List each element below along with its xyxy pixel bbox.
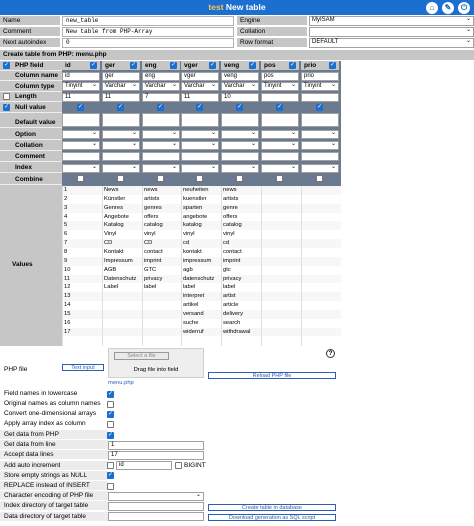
setting-label: Index directory of target table — [0, 501, 108, 511]
option-label: Field names in lowercase — [4, 390, 78, 397]
null-checkbox[interactable]: ✓ — [196, 103, 203, 110]
table-cell: News — [102, 186, 140, 195]
length-input[interactable]: 11 — [181, 93, 219, 102]
create-table-button[interactable]: Create table in database — [208, 504, 336, 511]
table-cell: 8 — [62, 248, 100, 257]
prop-label-autoindex: Next autoindex — [0, 38, 60, 48]
null-checkbox[interactable]: ✓ — [276, 103, 283, 110]
index-select[interactable] — [261, 164, 299, 173]
table-comment-input[interactable] — [62, 27, 234, 37]
column-type-select[interactable]: Tinyint ⌄ — [261, 82, 299, 91]
default-value-textarea[interactable] — [181, 113, 219, 127]
table-cell — [102, 336, 140, 345]
table-cell: imprint — [142, 257, 180, 266]
text-input-button[interactable]: Text input — [62, 364, 104, 371]
table-cell: privacy — [221, 275, 259, 284]
table-cell: cd — [181, 239, 219, 248]
table-cell: imprint — [221, 257, 259, 266]
php-file-label: PHP file — [4, 366, 28, 373]
option-checkbox[interactable] — [107, 401, 114, 408]
prop-label-rowformat: Row format — [237, 38, 307, 48]
setting-label: Accept data lines — [0, 450, 108, 460]
table-cell: Vinyl — [102, 230, 140, 239]
combine-checkbox[interactable] — [157, 175, 164, 182]
encoding-select[interactable] — [108, 492, 204, 501]
download-sql-button[interactable]: Download generation as SQL script — [208, 514, 336, 521]
length-input[interactable]: 7 — [142, 93, 180, 102]
prop-label-engine: Engine — [237, 16, 307, 26]
column-type-select[interactable]: Varchar ⌄ — [102, 82, 140, 91]
select-file-button[interactable]: Select a file — [114, 352, 169, 360]
table-cell: Datenschutz — [102, 275, 140, 284]
table-cell: 1 — [62, 186, 100, 195]
home-icon[interactable]: ⌂ — [426, 2, 438, 14]
title-bar — [0, 0, 474, 15]
table-name-input[interactable]: new_table — [62, 16, 234, 26]
combine-checkbox[interactable] — [236, 175, 243, 182]
table-cell: 11 — [62, 275, 100, 284]
index-select[interactable] — [301, 164, 339, 173]
length-all-checkbox[interactable] — [3, 93, 10, 100]
table-cell: offers — [221, 213, 259, 222]
table-cell — [301, 336, 339, 345]
php-field-checkbox[interactable]: ✓ — [249, 62, 256, 68]
table-cell: label — [221, 283, 259, 292]
help-icon[interactable]: ? — [326, 349, 335, 358]
table-cell: label — [181, 283, 219, 292]
php-field-name: vger — [184, 62, 198, 69]
table-cell: 7 — [62, 239, 100, 248]
table-cell: artist — [221, 292, 259, 301]
table-cell: Genres — [102, 204, 140, 213]
column-name-input[interactable]: veng — [221, 72, 259, 81]
table-cell: vinyl — [142, 230, 180, 239]
collation-select[interactable] — [102, 141, 140, 150]
column-name-input[interactable]: prio — [301, 72, 339, 81]
table-cell: artikel — [181, 301, 219, 310]
collation-select[interactable] — [181, 141, 219, 150]
table-cell — [181, 336, 219, 345]
null-checkbox[interactable]: ✓ — [77, 103, 84, 110]
table-cell: offers — [142, 213, 180, 222]
option-select[interactable] — [142, 130, 180, 139]
length-input[interactable]: 10 — [221, 93, 259, 102]
default-value-textarea[interactable] — [261, 113, 299, 127]
collation-select[interactable] — [221, 141, 259, 150]
setting-label: Data directory of target table — [0, 512, 108, 522]
column-name-input[interactable]: pos — [261, 72, 299, 81]
auto-increment-name-input[interactable]: id — [116, 461, 172, 470]
combine-checkbox[interactable] — [117, 175, 124, 182]
table-cell: 3 — [62, 204, 100, 213]
php-field-name: ger — [105, 62, 116, 69]
table-cell: withdrawal — [221, 328, 259, 337]
table-cell: cd — [221, 239, 259, 248]
option-checkbox[interactable]: ✓ — [107, 411, 114, 417]
table-cell: 15 — [62, 310, 100, 319]
combine-checkbox[interactable] — [77, 175, 84, 182]
index-select[interactable] — [142, 164, 180, 173]
option-label: Original names as column names — [4, 400, 101, 407]
table-cell: CD — [102, 239, 140, 248]
table-cell: Künstler — [102, 195, 140, 204]
table-cell: impressum — [181, 257, 219, 266]
option-select[interactable] — [62, 130, 100, 139]
table-cell: GTC — [142, 266, 180, 275]
option-select[interactable] — [301, 130, 339, 139]
bigint-checkbox[interactable] — [175, 462, 182, 469]
table-cell: 17 — [62, 328, 100, 337]
table-cell: datenschutz — [181, 275, 219, 284]
create-table-header: Create table from PHP: menu.php — [0, 50, 474, 60]
table-cell: Angebote — [102, 213, 140, 222]
column-name-input[interactable]: eng — [142, 72, 180, 81]
table-cell: 10 — [62, 266, 100, 275]
grid-label-combine: Combine — [0, 175, 62, 185]
php-field-name: veng — [224, 62, 240, 69]
table-cell — [261, 336, 299, 345]
column-name-input[interactable]: vger — [181, 72, 219, 81]
table-cell: Kontakt — [102, 248, 140, 257]
length-input[interactable] — [301, 93, 339, 102]
php-field-name: eng — [145, 62, 157, 69]
comment-input[interactable] — [142, 152, 180, 161]
table-cell: artists — [142, 195, 180, 204]
table-cell: contact — [221, 248, 259, 257]
php-field-name: pos — [264, 62, 276, 69]
default-value-textarea[interactable] — [102, 113, 140, 127]
table-cell: sparten — [181, 204, 219, 213]
php-field-checkbox[interactable]: ✓ — [209, 62, 216, 68]
table-cell: contact — [142, 248, 180, 257]
option-label: Convert one-dimensional arrays — [4, 410, 97, 417]
grid-label-column-type: Column type — [0, 82, 62, 92]
column-type-select[interactable]: Varchar ⌄ — [142, 82, 180, 91]
default-value-textarea[interactable] — [62, 113, 100, 127]
combine-checkbox[interactable] — [196, 175, 203, 182]
php-field-name: id — [65, 62, 71, 69]
setting-label: Character encoding of PHP file — [0, 491, 108, 501]
table-cell: agb — [181, 266, 219, 275]
table-cell: angebote — [181, 213, 219, 222]
comment-input[interactable] — [102, 152, 140, 161]
table-cell: 9 — [62, 257, 100, 266]
index-select[interactable] — [102, 164, 140, 173]
collation-select[interactable] — [309, 27, 474, 37]
default-value-textarea[interactable] — [301, 113, 339, 127]
table-cell: neuheiten — [181, 186, 219, 195]
grid-label-index: Index — [0, 163, 62, 173]
collation-select[interactable] — [301, 141, 339, 150]
table-cell: 14 — [62, 301, 100, 310]
setting-input[interactable]: 1 — [108, 441, 204, 450]
default-value-textarea[interactable] — [221, 113, 259, 127]
grid-label-collation: Collation — [0, 141, 62, 151]
table-row — [62, 336, 341, 345]
table-cell: gtc — [221, 266, 259, 275]
table-cell: widerruf — [181, 328, 219, 337]
table-cell: 4 — [62, 213, 100, 222]
prop-label-name: Name — [0, 16, 60, 26]
setting-label: Add auto increment — [0, 461, 108, 471]
table-cell — [142, 336, 180, 345]
values-label-cell — [0, 186, 62, 346]
table-cell — [62, 336, 100, 345]
php-field-checkbox[interactable]: ✓ — [289, 62, 296, 68]
table-cell: label — [142, 283, 180, 292]
setting-checkbox[interactable]: ✓ — [107, 472, 114, 479]
comment-input[interactable] — [261, 152, 299, 161]
collation-select[interactable] — [142, 141, 180, 150]
table-cell: genres — [142, 204, 180, 213]
column-type-select[interactable]: Varchar ⌄ — [221, 82, 259, 91]
php-file-section — [0, 346, 474, 526]
option-checkbox[interactable] — [107, 421, 114, 428]
option-label: Apply array index as column — [4, 420, 86, 427]
setting-label: Store empty strings as NULL — [0, 471, 108, 481]
index-select[interactable] — [181, 164, 219, 173]
length-input[interactable]: 11 — [102, 93, 140, 102]
grid-label-column-name: Column name — [0, 71, 62, 81]
table-cell: CD — [142, 239, 180, 248]
table-cell: 2 — [62, 195, 100, 204]
autoindex-input[interactable]: 0 — [62, 38, 234, 48]
php-field-checkbox[interactable]: ✓ — [90, 62, 97, 68]
option-select[interactable] — [261, 130, 299, 139]
table-cell: privacy — [142, 275, 180, 284]
title-prefix: test — [208, 2, 224, 12]
table-cell: kontakt — [181, 248, 219, 257]
table-cell: search — [221, 319, 259, 328]
setting-input[interactable]: 17 — [108, 451, 204, 460]
setting-input[interactable] — [108, 502, 204, 511]
drag-hint: Drag file into field — [133, 367, 179, 373]
php-field-checkbox[interactable]: ✓ — [329, 62, 336, 68]
grid-label-default: Default value — [0, 118, 62, 128]
table-cell: genre — [221, 204, 259, 213]
setting-input[interactable] — [108, 512, 204, 521]
power-icon[interactable]: ⏻ — [458, 2, 470, 14]
rowformat-select[interactable]: DEFAULT ⌄ — [309, 38, 474, 48]
comment-input[interactable] — [62, 152, 100, 161]
prop-label-comment: Comment — [0, 27, 60, 37]
table-cell: catalog — [142, 221, 180, 230]
setting-label: REPLACE instead of INSERT — [0, 481, 108, 491]
table-cell: Katalog — [102, 221, 140, 230]
table-cell: kuenstler — [181, 195, 219, 204]
reload-php-button[interactable]: Reload PHP file — [208, 372, 336, 379]
table-cell: vinyl — [221, 230, 259, 239]
table-cell: news — [221, 186, 259, 195]
grid-label-comment: Comment — [0, 152, 62, 162]
option-checkbox[interactable]: ✓ — [107, 391, 114, 397]
comment-input[interactable] — [181, 152, 219, 161]
grid-label-null-value: Null value — [0, 103, 62, 113]
table-cell — [221, 336, 259, 345]
php-field-name: prio — [304, 62, 317, 69]
collation-select[interactable] — [261, 141, 299, 150]
comment-text: New table from PHP-Array — [66, 28, 153, 35]
php-field-all-checkbox[interactable]: ✓ — [3, 62, 10, 68]
file-drop-zone[interactable] — [108, 348, 204, 378]
column-type-select[interactable]: Tinyint ⌄ — [301, 82, 339, 91]
table-cell: AGB — [102, 266, 140, 275]
table-cell: catalog — [221, 221, 259, 230]
comment-input[interactable] — [301, 152, 339, 161]
window-title — [0, 2, 474, 12]
collation-select[interactable] — [62, 141, 100, 150]
setting-checkbox[interactable] — [107, 483, 114, 490]
length-input[interactable] — [261, 93, 299, 102]
engine-select[interactable]: MyISAM ⌄ — [309, 16, 474, 26]
grid-right-blank — [341, 61, 474, 346]
table-cell: 5 — [62, 221, 100, 230]
combine-checkbox[interactable] — [316, 175, 323, 182]
table-cell: interpret — [181, 292, 219, 301]
option-select[interactable] — [102, 130, 140, 139]
table-cell: Impressum — [102, 257, 140, 266]
null-all-checkbox[interactable]: ✓ — [3, 103, 10, 110]
null-checkbox[interactable]: ✓ — [157, 103, 164, 110]
setting-label: Get data from PHP — [0, 430, 108, 440]
table-cell: delivery — [221, 310, 259, 319]
grid-label-length: Length — [0, 92, 62, 102]
index-select[interactable] — [221, 164, 259, 173]
column-type-select[interactable]: Varchar ⌄ — [181, 82, 219, 91]
comment-input[interactable] — [221, 152, 259, 161]
table-cell: Label — [102, 283, 140, 292]
default-value-textarea[interactable] — [142, 113, 180, 127]
values-label: Values — [12, 261, 33, 268]
table-cell: 13 — [62, 292, 100, 301]
index-select[interactable] — [62, 164, 100, 173]
table-cell: katalog — [181, 221, 219, 230]
prop-label-collation: Collation — [237, 27, 307, 37]
auto-increment-checkbox[interactable] — [107, 462, 114, 469]
option-select[interactable] — [221, 130, 259, 139]
null-checkbox[interactable]: ✓ — [316, 103, 323, 110]
grid-label-php-field: PHP field — [0, 61, 62, 71]
bigint-label: BIGINT — [184, 462, 206, 470]
setting-checkbox[interactable]: ✓ — [107, 431, 114, 438]
length-input[interactable]: 11 — [62, 93, 100, 102]
php-field-checkbox[interactable]: ✓ — [130, 62, 137, 68]
table-cell: news — [142, 186, 180, 195]
table-cell: 6 — [62, 230, 100, 239]
null-checkbox[interactable]: ✓ — [117, 103, 124, 110]
table-cell: artists — [221, 195, 259, 204]
combine-checkbox[interactable] — [276, 175, 283, 182]
null-checkbox[interactable]: ✓ — [236, 103, 243, 110]
column-type-select[interactable]: Tinyint ⌄ — [62, 82, 100, 91]
table-cell: suche — [181, 319, 219, 328]
table-cell: vinyl — [181, 230, 219, 239]
grid-label-option: Option — [0, 130, 62, 140]
column-name-input[interactable]: ger — [102, 72, 140, 81]
php-file-name[interactable]: menu.php — [108, 380, 134, 386]
table-cell: 16 — [62, 319, 100, 328]
table-cell: 12 — [62, 283, 100, 292]
option-select[interactable] — [181, 130, 219, 139]
php-field-checkbox[interactable]: ✓ — [170, 62, 177, 68]
edit-icon[interactable]: ✎ — [442, 2, 454, 14]
table-cell: versand — [181, 310, 219, 319]
table-cell: article — [221, 301, 259, 310]
title-text: New table — [225, 2, 266, 12]
setting-label: Get data from line — [0, 440, 108, 450]
column-name-input[interactable]: id — [62, 72, 100, 81]
